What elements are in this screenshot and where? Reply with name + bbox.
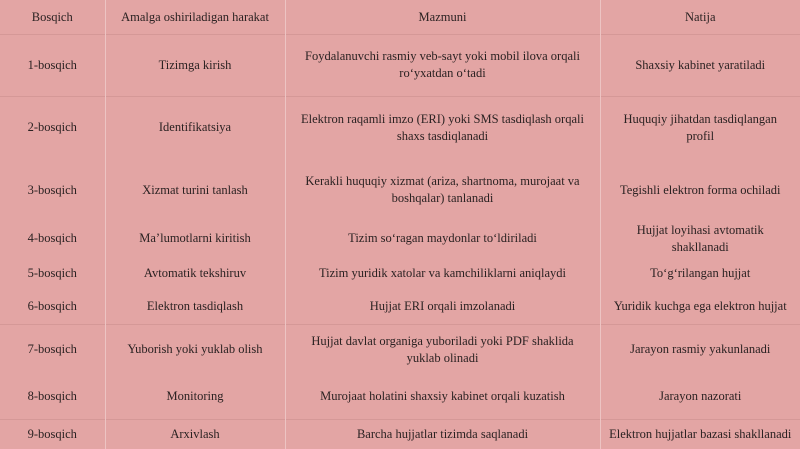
stage-cell: 6-bosqich	[0, 290, 105, 324]
header-action: Amalga oshiriladigan harakat	[105, 0, 285, 34]
header-result: Natija	[600, 0, 800, 34]
stage-cell: 4-bosqich	[0, 221, 105, 256]
action-cell: Avtomatik tekshiruv	[105, 256, 285, 290]
content-cell: Tizim yuridik xatolar va kamchiliklarni aniqlaydi	[285, 256, 600, 290]
table-row	[0, 419, 800, 449]
action-cell: Elektron tasdiqlash	[105, 290, 285, 324]
stage-cell: 5-bosqich	[0, 256, 105, 290]
action-cell: Tizimga kirish	[105, 34, 285, 96]
content-cell: Murojaat holatini shaxsiy kabinet orqali kuzatish	[285, 375, 600, 419]
stage-cell: 3-bosqich	[0, 159, 105, 221]
action-cell: Monitoring	[105, 375, 285, 419]
result-cell: Hujjat loyihasi avtomatik shakllanadi	[600, 221, 800, 256]
table-row	[0, 34, 800, 96]
result-cell: Elektron hujjatlar bazasi shakllanadi	[600, 419, 800, 449]
result-cell: To‘g‘rilangan hujjat	[600, 256, 800, 290]
action-cell: Identifikatsiya	[105, 96, 285, 159]
result-cell: Jarayon nazorati	[600, 375, 800, 419]
stage-cell: 8-bosqich	[0, 375, 105, 419]
action-cell: Arxivlash	[105, 419, 285, 449]
table-row	[0, 375, 800, 419]
header-stage: Bosqich	[0, 0, 105, 34]
content-cell: Tizim so‘ragan maydonlar to‘ldiriladi	[285, 221, 600, 256]
stage-cell: 7-bosqich	[0, 324, 105, 375]
table-row	[0, 159, 800, 221]
content-cell: Barcha hujjatlar tizimda saqlanadi	[285, 419, 600, 449]
result-cell: Huquqiy jihatdan tasdiqlangan profil	[600, 96, 800, 159]
result-cell: Tegishli elektron forma ochiladi	[600, 159, 800, 221]
action-cell: Yuborish yoki yuklab olish	[105, 324, 285, 375]
table-row	[0, 324, 800, 375]
table-row	[0, 96, 800, 159]
table-row	[0, 290, 800, 324]
result-cell: Jarayon rasmiy yakunlanadi	[600, 324, 800, 375]
stage-cell: 9-bosqich	[0, 419, 105, 449]
stage-cell: 1-bosqich	[0, 34, 105, 96]
result-cell: Shaxsiy kabinet yaratiladi	[600, 34, 800, 96]
content-cell: Hujjat davlat organiga yuboriladi yoki PDF shaklida yuklab olinadi	[285, 324, 600, 375]
content-cell: Kerakli huquqiy xizmat (ariza, shartnoma, murojaat va boshqalar) tanlanadi	[285, 159, 600, 221]
result-cell: Yuridik kuchga ega elektron hujjat	[600, 290, 800, 324]
content-cell: Foydalanuvchi rasmiy veb-sayt yoki mobil ilova orqali ro‘yxatdan o‘tadi	[285, 34, 600, 96]
table-row	[0, 221, 800, 256]
header-content: Mazmuni	[285, 0, 600, 34]
action-cell: Ma’lumotlarni kiritish	[105, 221, 285, 256]
table-row	[0, 256, 800, 290]
header-row	[0, 0, 800, 34]
action-cell: Xizmat turini tanlash	[105, 159, 285, 221]
stage-cell: 2-bosqich	[0, 96, 105, 159]
content-cell: Elektron raqamli imzo (ERI) yoki SMS tasdiqlash orqali shaxs tasdiqlanadi	[285, 96, 600, 159]
content-cell: Hujjat ERI orqali imzolanadi	[285, 290, 600, 324]
